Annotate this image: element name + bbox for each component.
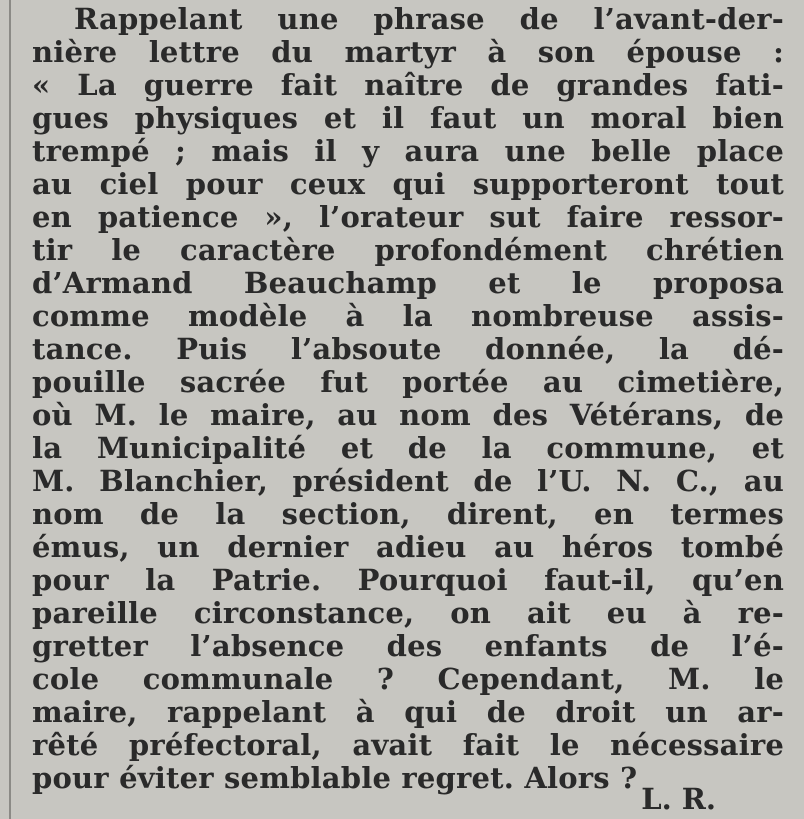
text-line: pouille sacrée fut portée au cimetière, [32, 365, 784, 399]
text-line: Rappelant une phrase de l’avant-der- [74, 2, 784, 36]
text-line: gretter l’absence des enfants de l’é- [32, 629, 784, 663]
text-line: nom de la section, dirent, en termes [32, 497, 784, 531]
text-line: trempé ; mais il y aura une belle place [32, 134, 784, 168]
text-line: tance. Puis l’absoute donnée, la dé- [32, 332, 784, 366]
text-line: pareille circonstance, on ait eu à re- [32, 596, 784, 630]
text-line: émus, un dernier adieu au héros tombé [32, 530, 784, 564]
author-signature: L. R. [641, 782, 716, 816]
text-line: « La guerre fait naître de grandes fati- [32, 68, 784, 102]
text-line: pour éviter semblable regret. Alors ? [32, 761, 638, 795]
text-line: d’Armand Beauchamp et le proposa [32, 266, 784, 300]
text-line: tir le caractère profondément chrétien [32, 233, 784, 267]
text-line: M. Blanchier, président de l’U. N. C., au [32, 464, 784, 498]
text-line: pour la Patrie. Pourquoi faut-il, qu’en [32, 563, 784, 597]
text-line: où M. le maire, au nom des Vétérans, de [32, 398, 784, 432]
text-line: gues physiques et il faut un moral bien [32, 101, 784, 135]
text-line: la Municipalité et de la commune, et [32, 431, 784, 465]
text-line: rêté préfectoral, avait fait le nécessaire [32, 728, 784, 762]
text-line: au ciel pour ceux qui supporteront tout [32, 167, 784, 201]
text-line: cole communale ? Cependant, M. le [32, 662, 784, 696]
text-line: maire, rappelant à qui de droit un ar- [32, 695, 784, 729]
column-rule [9, 0, 11, 819]
text-line: comme modèle à la nombreuse assis- [32, 299, 784, 333]
text-line: en patience », l’orateur sut faire ressor- [32, 200, 784, 234]
text-line: nière lettre du martyr à son épouse : [32, 35, 784, 69]
